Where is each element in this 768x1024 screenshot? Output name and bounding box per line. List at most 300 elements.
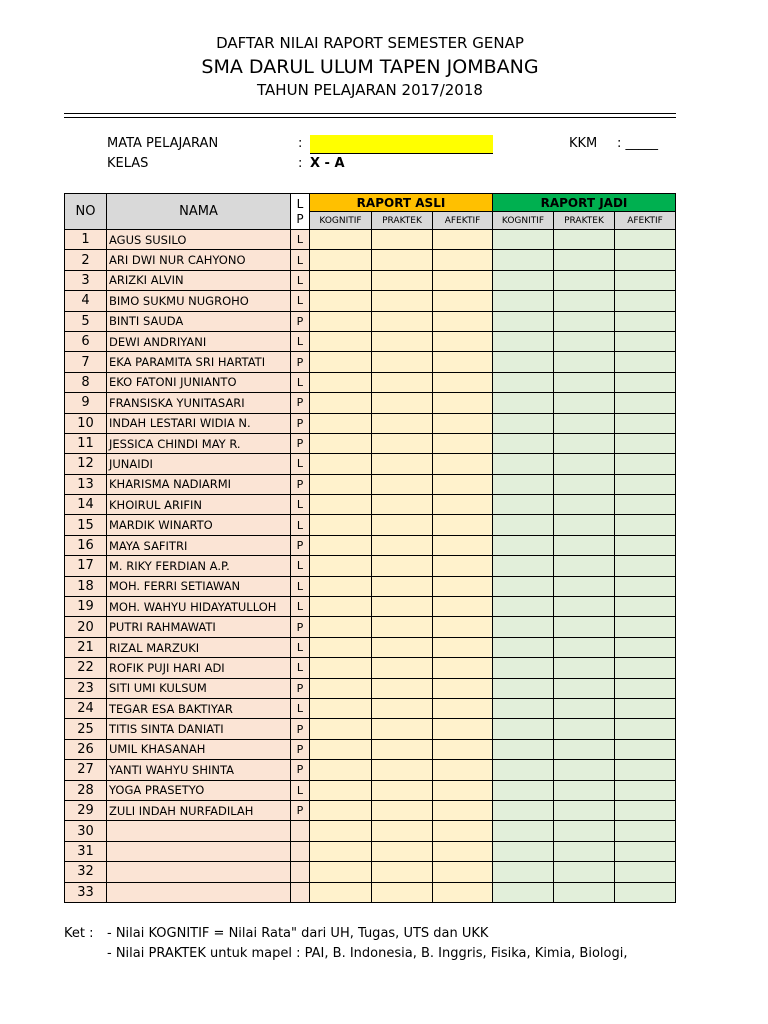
student-name: ARI DWI NUR CAHYONO [107,250,291,270]
student-name: TITIS SINTA DANIATI [107,719,291,739]
asli-praktek-cell[interactable] [372,331,433,351]
asli-praktek-cell[interactable] [372,739,433,759]
jadi-afektif-cell[interactable] [615,821,676,841]
asli-kognitif-cell[interactable] [310,413,372,433]
jadi-afektif-cell[interactable] [615,250,676,270]
header-lp [291,194,310,230]
row-number: 4 [65,291,107,311]
asli-kognitif-cell[interactable] [310,658,372,678]
asli-praktek-cell[interactable] [372,658,433,678]
row-number: 31 [65,841,107,861]
student-gender: L [291,495,310,515]
jadi-kognitif-cell[interactable] [493,515,554,535]
jadi-praktek-cell[interactable] [554,739,615,759]
student-gender: P [291,800,310,820]
jadi-afektif-cell[interactable] [615,617,676,637]
asli-praktek-cell[interactable] [372,800,433,820]
table-row [65,760,676,780]
student-name: M. RIKY FERDIAN A.P. [107,556,291,576]
jadi-praktek-cell[interactable] [554,658,615,678]
asli-afektif-cell[interactable] [433,433,493,453]
asli-afektif-cell[interactable] [433,719,493,739]
student-name: KHOIRUL ARIFIN [107,495,291,515]
asli-praktek-cell[interactable] [372,576,433,596]
jadi-afektif-cell[interactable] [615,698,676,718]
table-row [65,617,676,637]
asli-praktek-cell[interactable] [372,617,433,637]
student-gender: L [291,597,310,617]
student-gender: L [291,291,310,311]
jadi-afektif-cell[interactable] [615,576,676,596]
asli-kognitif-cell[interactable] [310,230,372,250]
jadi-afektif-cell[interactable] [615,331,676,351]
jadi-praktek-cell[interactable] [554,862,615,882]
asli-praktek-cell[interactable] [372,841,433,861]
table-row [65,413,676,433]
jadi-praktek-cell[interactable] [554,597,615,617]
asli-afektif-cell[interactable] [433,862,493,882]
asli-afektif-cell[interactable] [433,658,493,678]
asli-afektif-cell[interactable] [433,800,493,820]
jadi-afektif-cell[interactable] [615,556,676,576]
jadi-praktek-cell[interactable] [554,719,615,739]
student-name: RIZAL MARZUKI [107,637,291,657]
table-row [65,678,676,698]
asli-kognitif-cell[interactable] [310,617,372,637]
jadi-praktek-cell[interactable] [554,760,615,780]
jadi-kognitif-cell[interactable] [493,821,554,841]
jadi-kognitif-cell[interactable] [493,760,554,780]
asli-afektif-cell[interactable] [433,331,493,351]
asli-afektif-cell[interactable] [433,597,493,617]
asli-kognitif-cell[interactable] [310,270,372,290]
asli-kognitif-cell[interactable] [310,535,372,555]
asli-afektif-cell[interactable] [433,882,493,902]
jadi-praktek-cell[interactable] [554,882,615,902]
student-gender: P [291,617,310,637]
student-gender [291,841,310,861]
asli-praktek-cell[interactable] [372,474,433,494]
kkm-value[interactable]: : _____ [617,136,659,151]
jadi-kognitif-cell[interactable] [493,535,554,555]
table-row [65,719,676,739]
school-name: SMA DARUL ULUM TAPEN JOMBANG [201,56,539,78]
jadi-praktek-cell[interactable] [554,352,615,372]
asli-afektif-cell[interactable] [433,352,493,372]
jadi-kognitif-cell[interactable] [493,393,554,413]
row-number: 20 [65,617,107,637]
student-name: BINTI SAUDA [107,311,291,331]
asli-praktek-cell[interactable] [372,250,433,270]
table-row [65,230,676,250]
doc-title-line1: DAFTAR NILAI RAPORT SEMESTER GENAP [216,34,524,52]
jadi-afektif-cell[interactable] [615,658,676,678]
student-name: BIMO SUKMU NUGROHO [107,291,291,311]
jadi-kognitif-cell[interactable] [493,230,554,250]
asli-afektif-cell[interactable] [433,413,493,433]
row-number: 26 [65,739,107,759]
jadi-kognitif-cell[interactable] [493,474,554,494]
student-name: ROFIK PUJI HARI ADI [107,658,291,678]
jadi-kognitif-cell[interactable] [493,841,554,861]
asli-kognitif-cell[interactable] [310,637,372,657]
row-number: 8 [65,372,107,392]
row-number: 12 [65,454,107,474]
asli-afektif-cell[interactable] [433,637,493,657]
student-gender: P [291,535,310,555]
asli-afektif-cell[interactable] [433,270,493,290]
asli-afektif-cell[interactable] [433,372,493,392]
jadi-afektif-cell[interactable] [615,535,676,555]
asli-afektif-cell[interactable] [433,474,493,494]
subheader-asli-praktek: PRAKTEK [372,212,433,230]
table-row [65,331,676,351]
asli-praktek-cell[interactable] [372,637,433,657]
asli-kognitif-cell[interactable] [310,556,372,576]
asli-afektif-cell[interactable] [433,760,493,780]
header-p: P [296,211,304,226]
asli-kognitif-cell[interactable] [310,719,372,739]
jadi-kognitif-cell[interactable] [493,576,554,596]
asli-afektif-cell[interactable] [433,821,493,841]
asli-kognitif-cell[interactable] [310,678,372,698]
jadi-praktek-cell[interactable] [554,230,615,250]
jadi-afektif-cell[interactable] [615,515,676,535]
student-gender: L [291,637,310,657]
jadi-kognitif-cell[interactable] [493,413,554,433]
student-name: JESSICA CHINDI MAY R. [107,433,291,453]
jadi-praktek-cell[interactable] [554,495,615,515]
jadi-praktek-cell[interactable] [554,678,615,698]
asli-kognitif-cell[interactable] [310,698,372,718]
asli-praktek-cell[interactable] [372,760,433,780]
jadi-praktek-cell[interactable] [554,372,615,392]
jadi-praktek-cell[interactable] [554,331,615,351]
jadi-afektif-cell[interactable] [615,862,676,882]
asli-afektif-cell[interactable] [433,698,493,718]
student-gender [291,862,310,882]
asli-afektif-cell[interactable] [433,556,493,576]
asli-kognitif-cell[interactable] [310,515,372,535]
asli-praktek-cell[interactable] [372,311,433,331]
table-row [65,454,676,474]
table-row [65,882,676,902]
asli-afektif-cell[interactable] [433,291,493,311]
asli-praktek-cell[interactable] [372,556,433,576]
jadi-afektif-cell[interactable] [615,291,676,311]
jadi-afektif-cell[interactable] [615,311,676,331]
row-number: 13 [65,474,107,494]
asli-praktek-cell[interactable] [372,291,433,311]
header-raport-jadi: RAPORT JADI [493,194,676,212]
row-number: 19 [65,597,107,617]
asli-afektif-cell[interactable] [433,576,493,596]
asli-afektif-cell[interactable] [433,311,493,331]
jadi-kognitif-cell[interactable] [493,617,554,637]
jadi-afektif-cell[interactable] [615,495,676,515]
jadi-afektif-cell[interactable] [615,270,676,290]
jadi-praktek-cell[interactable] [554,576,615,596]
asli-afektif-cell[interactable] [433,454,493,474]
table-row [65,780,676,800]
student-gender: P [291,719,310,739]
asli-kognitif-cell[interactable] [310,739,372,759]
student-gender: P [291,760,310,780]
table-row [65,515,676,535]
asli-kognitif-cell[interactable] [310,576,372,596]
jadi-praktek-cell[interactable] [554,433,615,453]
student-name [107,862,291,882]
jadi-praktek-cell[interactable] [554,617,615,637]
row-number: 5 [65,311,107,331]
asli-praktek-cell[interactable] [372,821,433,841]
jadi-praktek-cell[interactable] [554,698,615,718]
jadi-afektif-cell[interactable] [615,230,676,250]
jadi-kognitif-cell[interactable] [493,678,554,698]
student-gender: P [291,311,310,331]
row-number: 2 [65,250,107,270]
asli-afektif-cell[interactable] [433,739,493,759]
jadi-afektif-cell[interactable] [615,372,676,392]
asli-afektif-cell[interactable] [433,780,493,800]
jadi-kognitif-cell[interactable] [493,658,554,678]
student-gender: L [291,372,310,392]
table-row [65,495,676,515]
row-number: 11 [65,433,107,453]
jadi-afektif-cell[interactable] [615,780,676,800]
table-row [65,270,676,290]
asli-kognitif-cell[interactable] [310,841,372,861]
jadi-kognitif-cell[interactable] [493,780,554,800]
asli-kognitif-cell[interactable] [310,882,372,902]
student-name: MOH. WAHYU HIDAYATULLOH [107,597,291,617]
student-gender: P [291,393,310,413]
jadi-praktek-cell[interactable] [554,393,615,413]
student-gender: P [291,474,310,494]
header-raport-asli: RAPORT ASLI [310,194,493,212]
asli-kognitif-cell[interactable] [310,454,372,474]
table-row [65,841,676,861]
jadi-afektif-cell[interactable] [615,800,676,820]
student-gender: L [291,454,310,474]
table-row [65,474,676,494]
row-number: 23 [65,678,107,698]
asli-afektif-cell[interactable] [433,393,493,413]
asli-afektif-cell[interactable] [433,230,493,250]
jadi-praktek-cell[interactable] [554,515,615,535]
table-row [65,658,676,678]
jadi-kognitif-cell[interactable] [493,331,554,351]
student-gender: L [291,658,310,678]
jadi-praktek-cell[interactable] [554,800,615,820]
asli-kognitif-cell[interactable] [310,760,372,780]
asli-kognitif-cell[interactable] [310,250,372,270]
jadi-praktek-cell[interactable] [554,270,615,290]
asli-kognitif-cell[interactable] [310,393,372,413]
asli-praktek-cell[interactable] [372,454,433,474]
asli-kognitif-cell[interactable] [310,352,372,372]
asli-praktek-cell[interactable] [372,352,433,372]
asli-kognitif-cell[interactable] [310,800,372,820]
jadi-kognitif-cell[interactable] [493,556,554,576]
jadi-kognitif-cell[interactable] [493,495,554,515]
jadi-afektif-cell[interactable] [615,393,676,413]
asli-kognitif-cell[interactable] [310,311,372,331]
jadi-praktek-cell[interactable] [554,535,615,555]
row-number: 32 [65,862,107,882]
asli-kognitif-cell[interactable] [310,862,372,882]
subheader-jadi-afektif: AFEKTIF [615,212,676,230]
jadi-praktek-cell[interactable] [554,556,615,576]
asli-kognitif-cell[interactable] [310,821,372,841]
row-number: 14 [65,495,107,515]
subheader-jadi-praktek: PRAKTEK [554,212,615,230]
asli-praktek-cell[interactable] [372,495,433,515]
asli-kognitif-cell[interactable] [310,780,372,800]
asli-praktek-cell[interactable] [372,862,433,882]
grade-table-body [65,230,676,903]
jadi-afektif-cell[interactable] [615,719,676,739]
jadi-kognitif-cell[interactable] [493,862,554,882]
jadi-kognitif-cell[interactable] [493,597,554,617]
jadi-praktek-cell[interactable] [554,474,615,494]
student-gender: L [291,515,310,535]
jadi-kognitif-cell[interactable] [493,698,554,718]
jadi-afektif-cell[interactable] [615,454,676,474]
table-row [65,372,676,392]
asli-afektif-cell[interactable] [433,495,493,515]
jadi-praktek-cell[interactable] [554,454,615,474]
jadi-praktek-cell[interactable] [554,841,615,861]
student-gender: L [291,780,310,800]
jadi-kognitif-cell[interactable] [493,800,554,820]
jadi-praktek-cell[interactable] [554,780,615,800]
asli-praktek-cell[interactable] [372,535,433,555]
asli-praktek-cell[interactable] [372,597,433,617]
asli-praktek-cell[interactable] [372,433,433,453]
student-gender: P [291,433,310,453]
student-gender: L [291,576,310,596]
jadi-praktek-cell[interactable] [554,821,615,841]
jadi-afektif-cell[interactable] [615,433,676,453]
asli-kognitif-cell[interactable] [310,433,372,453]
asli-kognitif-cell[interactable] [310,474,372,494]
asli-praktek-cell[interactable] [372,882,433,902]
jadi-kognitif-cell[interactable] [493,739,554,759]
row-number: 10 [65,413,107,433]
table-row [65,535,676,555]
asli-kognitif-cell[interactable] [310,495,372,515]
jadi-afektif-cell[interactable] [615,739,676,759]
table-row [65,576,676,596]
asli-praktek-cell[interactable] [372,719,433,739]
table-row [65,862,676,882]
jadi-praktek-cell[interactable] [554,311,615,331]
jadi-kognitif-cell[interactable] [493,433,554,453]
jadi-afektif-cell[interactable] [615,882,676,902]
asli-kognitif-cell[interactable] [310,372,372,392]
student-name: ZULI INDAH NURFADILAH [107,800,291,820]
student-gender: P [291,352,310,372]
asli-praktek-cell[interactable] [372,372,433,392]
jadi-kognitif-cell[interactable] [493,882,554,902]
asli-afektif-cell[interactable] [433,841,493,861]
jadi-afektif-cell[interactable] [615,760,676,780]
jadi-kognitif-cell[interactable] [493,270,554,290]
student-name: JUNAIDI [107,454,291,474]
student-gender: P [291,413,310,433]
table-row [65,393,676,413]
jadi-afektif-cell[interactable] [615,474,676,494]
table-row [65,637,676,657]
asli-praktek-cell[interactable] [372,393,433,413]
jadi-kognitif-cell[interactable] [493,250,554,270]
jadi-afektif-cell[interactable] [615,352,676,372]
jadi-afektif-cell[interactable] [615,841,676,861]
asli-praktek-cell[interactable] [372,678,433,698]
row-number: 33 [65,882,107,902]
table-row [65,352,676,372]
student-name: ARIZKI ALVIN [107,270,291,290]
jadi-kognitif-cell[interactable] [493,719,554,739]
jadi-praktek-cell[interactable] [554,413,615,433]
asli-afektif-cell[interactable] [433,678,493,698]
jadi-praktek-cell[interactable] [554,637,615,657]
asli-afektif-cell[interactable] [433,250,493,270]
subheader-jadi-kognitif: KOGNITIF [493,212,554,230]
jadi-kognitif-cell[interactable] [493,311,554,331]
jadi-afektif-cell[interactable] [615,678,676,698]
asli-praktek-cell[interactable] [372,515,433,535]
jadi-afektif-cell[interactable] [615,413,676,433]
kelas-value: X - A [310,156,345,171]
asli-praktek-cell[interactable] [372,413,433,433]
table-row [65,250,676,270]
student-name: AGUS SUSILO [107,230,291,250]
mapel-colon: : [298,136,303,151]
jadi-kognitif-cell[interactable] [493,372,554,392]
row-number: 1 [65,230,107,250]
student-name: PUTRI RAHMAWATI [107,617,291,637]
asli-praktek-cell[interactable] [372,230,433,250]
jadi-kognitif-cell[interactable] [493,291,554,311]
row-number: 24 [65,698,107,718]
jadi-kognitif-cell[interactable] [493,454,554,474]
row-number: 27 [65,760,107,780]
jadi-kognitif-cell[interactable] [493,637,554,657]
asli-afektif-cell[interactable] [433,515,493,535]
jadi-afektif-cell[interactable] [615,637,676,657]
student-gender: L [291,230,310,250]
table-row [65,821,676,841]
asli-afektif-cell[interactable] [433,617,493,637]
student-name: EKA PARAMITA SRI HARTATI [107,352,291,372]
asli-praktek-cell[interactable] [372,270,433,290]
asli-kognitif-cell[interactable] [310,597,372,617]
header-no: NO [65,194,107,230]
jadi-afektif-cell[interactable] [615,597,676,617]
jadi-praktek-cell[interactable] [554,250,615,270]
asli-kognitif-cell[interactable] [310,291,372,311]
mapel-input[interactable] [310,135,493,154]
asli-kognitif-cell[interactable] [310,331,372,351]
asli-afektif-cell[interactable] [433,535,493,555]
jadi-praktek-cell[interactable] [554,291,615,311]
asli-praktek-cell[interactable] [372,698,433,718]
student-name: YOGA PRASETYO [107,780,291,800]
jadi-kognitif-cell[interactable] [493,352,554,372]
asli-praktek-cell[interactable] [372,780,433,800]
